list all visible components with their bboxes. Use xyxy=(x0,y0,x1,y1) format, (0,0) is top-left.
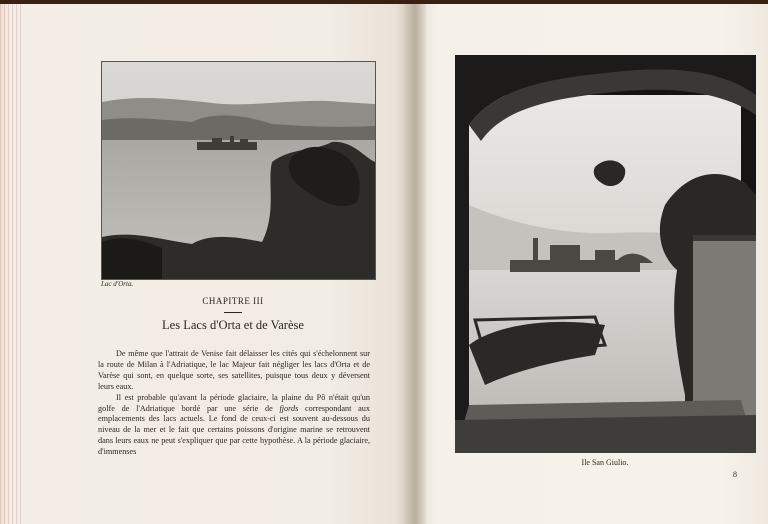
book-gutter xyxy=(404,4,426,524)
photo-caption-left: Lac d'Orta. xyxy=(101,280,134,288)
chapter-rule xyxy=(224,312,242,313)
chapter-title: Les Lacs d'Orta et de Varèse xyxy=(162,318,304,332)
photo-caption-right: Ile San Giulio. xyxy=(581,458,629,467)
lake-orta-photo xyxy=(101,61,376,280)
page-edges xyxy=(0,4,24,524)
page-number: 8 xyxy=(733,470,737,479)
chapter-number: CHAPITRE III xyxy=(202,296,264,306)
san-giulio-photo xyxy=(455,55,756,453)
paragraph-1: De même que l'attrait de Venise fait délaisser les cités qui s'échelonnent sur la route de Milan à l'Adriatique, le lac Majeur fait négliger les lacs d'Orta et de Varèse qui sont, en quelque sorte, ses satellites, puisque tous deux y déversent leurs eaux. xyxy=(98,349,370,391)
paragraph-2: Il est probable qu'avant la période glaciaire, la plaine du Pô n'était qu'un golfe de l'Adriatique bordé par une série de fjords correspondant aux emplacements des lacs actuels. Le fond de ceux-ci est souvent au-dessous du niveau de la mer et le fait que certains poissons d'origine marine se retrouvent dans leurs eaux ne peut s'expliquer que par cette hypothèse. A la période glaciaire, d'immenses xyxy=(98,392,370,457)
emphasis-fjords: fjords xyxy=(279,403,299,413)
chapter-body xyxy=(98,349,370,458)
